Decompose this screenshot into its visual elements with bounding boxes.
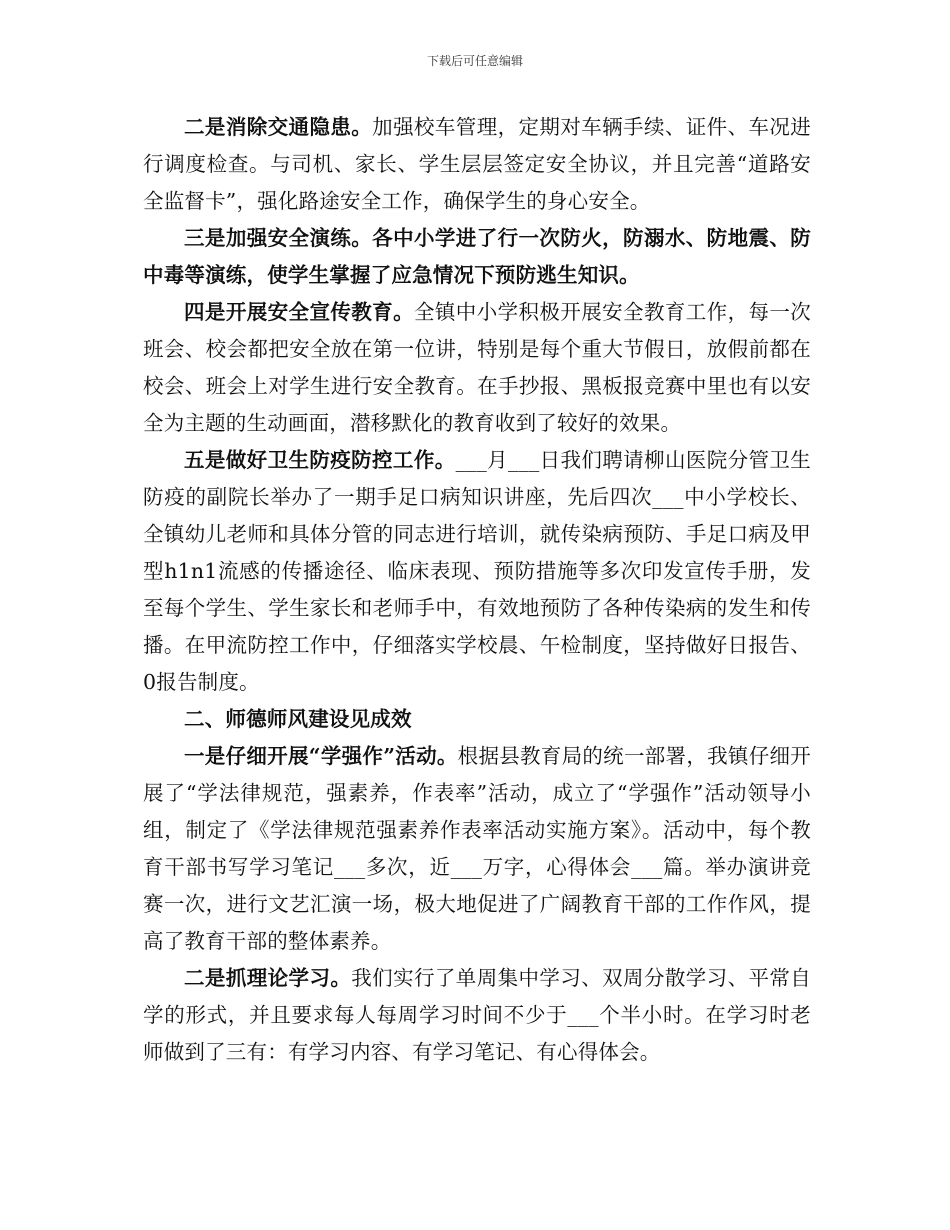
paragraph: [143, 442, 811, 701]
paragraph-lead: 五是做好卫生防疫防控工作。: [184, 448, 456, 472]
paragraph-body: 加强校车管理，定期对车辆手续、证件、车况进行调度检查。与司机、家长、学生层层签定安全协议，并且完善“道路安全监督卡”，强化路途安全工作，确保学生的身心安全。: [143, 115, 811, 213]
paragraph-body: ___月___日我们聘请柳山医院分管卫生防疫的副院长举办了一期手足口病知识讲座，先后四次___中小学校长、全镇幼儿老师和具体分管的同志进行培训，就传染病预防、手足口病及甲型h1n1流感的传播途径、临床表现、预防措施等多次印发宣传手册，发至每个学生、学生家长和老师手中，有效地预防了各种传染病的发生和传播。在甲流防控工作中，仔细落实学校晨、午检制度，坚持做好日报告、0报告制度。: [143, 448, 811, 694]
paragraph: [143, 738, 811, 960]
paragraph-lead: 一是仔细开展“学强作”活动。: [184, 744, 458, 768]
paragraph: [143, 220, 811, 294]
paragraph-body: 全镇中小学积极开展安全教育工作，每一次班会、校会都把安全放在第一位讲，特别是每个重大节假日，放假前都在校会、班会上对学生进行安全教育。在手抄报、黑板报竞赛中里也有以安全为主题的生动画面，潜移默化的教育收到了较好的效果。: [143, 300, 811, 435]
paragraph: [143, 109, 811, 220]
page-header: 下载后可任意编辑: [426, 54, 523, 68]
paragraph-lead: 二是消除交通隐患。: [184, 115, 373, 139]
paragraph: [143, 294, 811, 442]
paragraph: [143, 960, 811, 1071]
section-heading-text: 二、师德师风建设见成效: [184, 707, 412, 731]
paragraph-lead: 三是加强安全演练。各中小学进了行一次防火，防溺水、防地震、防中毒等演练，使学生掌握了应急情况下预防逃生知识。: [143, 226, 811, 287]
paragraph-lead: 四是开展安全宣传教育。: [184, 300, 414, 324]
section-heading: [143, 701, 811, 738]
paragraph-lead: 二是抓理论学习。: [184, 966, 352, 990]
document-body: [143, 109, 811, 1071]
paragraph-body: 根据县教育局的统一部署，我镇仔细开展了“学法律规范，强素养，作表率”活动，成立了“学强作”活动领导小组，制定了《学法律规范强素养作表率活动实施方案》。活动中，每个教育干部书写学习笔记___多次，近___万字，心得体会___篇。举办演讲竞赛一次，进行文艺汇演一场，极大地促进了广阔教育干部的工作作风，提高了教育干部的整体素养。: [143, 744, 811, 953]
paragraph-body: 我们实行了单周集中学习、双周分散学习、平常自学的形式，并且要求每人每周学习时间不少于___个半小时。在学习时老师做到了三有：有学习内容、有学习笔记、有心得体会。: [143, 966, 811, 1064]
